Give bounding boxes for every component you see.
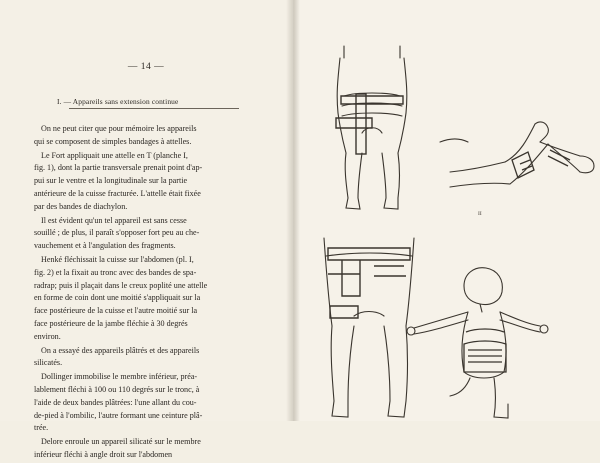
paragraph — [34, 371, 270, 435]
text-line: fig. 1), dont la partie transversale prenait point d'ap- — [34, 163, 203, 173]
text-line: en forme de coin dont une moitié s'appliquait sur la — [34, 293, 201, 303]
text-line: Le Fort appliquait une attelle en T (planche I, — [41, 150, 188, 160]
text-line: vauchement et à l'angulation des fragments. — [34, 241, 176, 251]
book-gutter — [286, 0, 300, 421]
text-line: antérieure de la cuisse fracturée. L'attelle était fixée — [34, 188, 201, 198]
text-line: qui se composent de simples bandages à attelles. — [34, 136, 192, 146]
text-line: Delore enroule un appareil silicaté sur le membre — [41, 437, 201, 447]
text-line: radrap; puis il plaçait dans le creux poplité une attelle — [34, 280, 208, 290]
text-line: fig. 2) et la fixait au tronc avec des bandes de spa- — [34, 267, 197, 277]
text-line: de-pied à l'ombilic, l'autre formant une ceinture plâ- — [34, 410, 203, 420]
text-line: Dollinger immobilise le membre inférieur, préa- — [41, 372, 198, 382]
text-line: l'aide de deux bandes plâtrées: l'une allant du cou- — [34, 397, 197, 407]
paragraph — [34, 150, 270, 214]
left-page — [0, 0, 292, 459]
text-line: souillé ; de plus, il paraît s'opposer fort peu au che- — [34, 228, 200, 238]
figure-2-label: II — [478, 211, 482, 217]
section-title: I. — Appareils sans extension continue — [57, 97, 257, 106]
figure-1-illustration — [322, 18, 422, 218]
figure-2-illustration — [430, 112, 600, 222]
paragraph — [34, 215, 270, 253]
right-page — [292, 0, 600, 421]
figure-4-illustration — [404, 262, 564, 421]
paragraph — [34, 436, 270, 462]
text-line: On ne peut citer que pour mémoire les appareils — [41, 124, 197, 133]
text-line: environ. — [34, 331, 61, 341]
text-line: On a essayé des appareils plâtrés et des appareils — [41, 345, 200, 355]
paragraph — [34, 123, 270, 149]
text-line: Henké fléchissait la cuisse sur l'abdomen (pl. I, — [41, 254, 194, 264]
text-line: Il est évident qu'un tel appareil est sans cesse — [41, 215, 187, 225]
text-line: par des bandes de diachylon. — [34, 201, 128, 211]
paragraph — [34, 254, 270, 344]
text-line: pui sur le ventre et la longitudinale sur la partie — [34, 176, 188, 186]
text-line: lablement fléchi à 100 ou 110 degrés sur le tronc, à — [34, 384, 200, 394]
paragraph — [34, 345, 270, 371]
page-number: — 14 — — [127, 62, 165, 72]
body-text — [34, 123, 270, 463]
text-line: face postérieure de la cuisse et l'autre moitié sur la — [34, 306, 198, 316]
text-line: trée. — [34, 423, 49, 433]
text-line: inférieur fléchi à angle droit sur l'abdomen — [34, 449, 173, 459]
text-line: face postérieure de la jambe fléchie à 30 degrés — [34, 318, 188, 328]
text-line: silicatés. — [34, 358, 63, 368]
